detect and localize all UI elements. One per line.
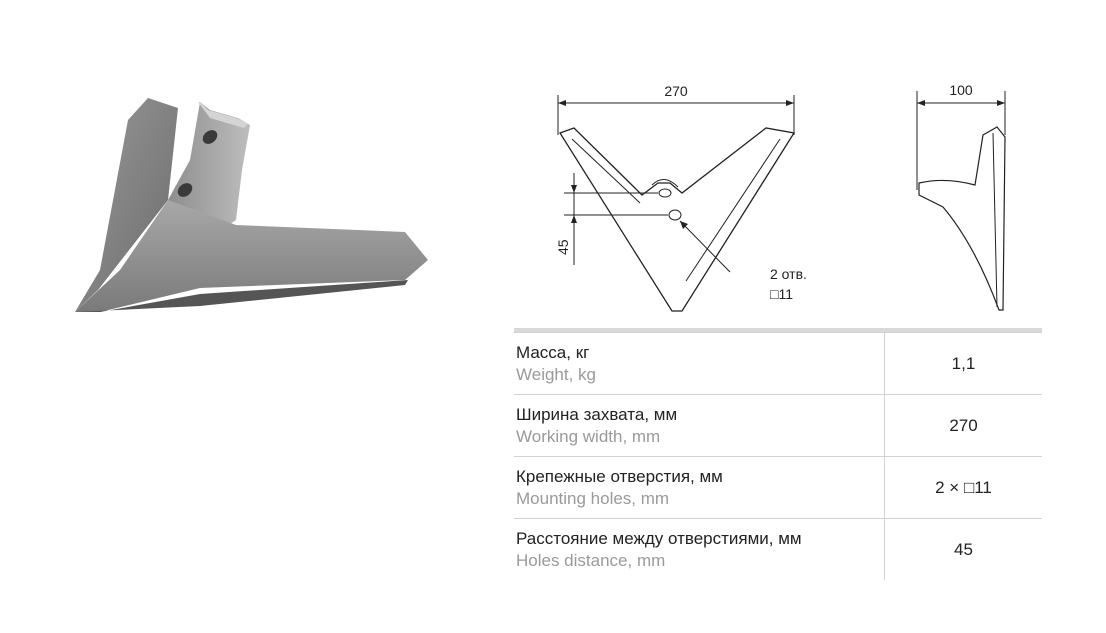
param-name-en: Mounting holes, mm xyxy=(516,488,670,508)
param-name-ru: Ширина захвата, мм xyxy=(516,404,678,424)
param-value: 1,1 xyxy=(885,333,1043,395)
table-row xyxy=(514,457,1042,519)
holes-callout-line1: 2 отв. xyxy=(770,266,807,282)
product-image xyxy=(60,80,440,330)
table-row xyxy=(514,519,1042,581)
specifications-table xyxy=(514,328,1042,580)
param-cell xyxy=(514,333,885,395)
param-name-en: Weight, kg xyxy=(516,364,597,384)
param-name-en: Holes distance, mm xyxy=(516,550,666,570)
param-value: 2 × □11 xyxy=(885,457,1043,519)
holes-distance-label: 45 xyxy=(555,239,571,255)
param-cell xyxy=(514,457,885,519)
param-cell xyxy=(514,395,885,457)
param-name-en: Working width, mm xyxy=(516,426,661,446)
param-value: 270 xyxy=(885,395,1043,457)
front-view-drawing xyxy=(540,75,840,325)
param-name-ru: Масса, кг xyxy=(516,342,590,362)
param-value: 45 xyxy=(885,519,1043,581)
param-name-ru: Расстояние между отверстиями, мм xyxy=(516,528,802,548)
param-cell xyxy=(514,519,885,581)
side-dimension-label: 100 xyxy=(949,82,973,98)
param-name-ru: Крепежные отверстия, мм xyxy=(516,466,723,486)
holes-callout-line2: □11 xyxy=(770,286,793,302)
width-dimension-label: 270 xyxy=(664,83,688,99)
table-row xyxy=(514,333,1042,395)
side-view-drawing xyxy=(905,75,1025,325)
table-row xyxy=(514,395,1042,457)
